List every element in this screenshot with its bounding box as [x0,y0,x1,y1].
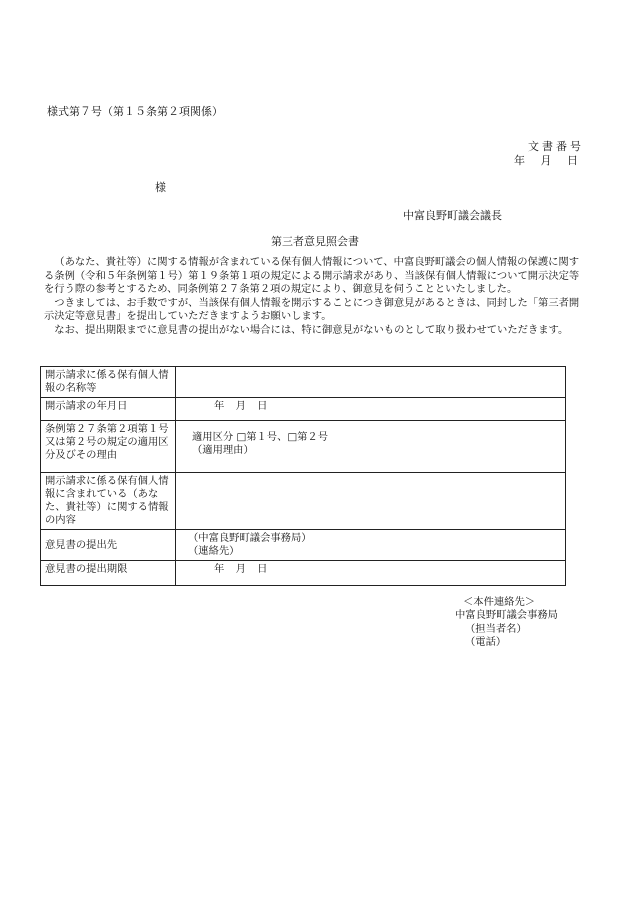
row-label: 開示請求に係る保有個人情報に含まれている（あなた、貴社等）に関する情報の内容 [41,473,176,530]
document-date-label: 年 月 日 [514,154,584,167]
row-label: 開示請求の年月日 [41,398,176,421]
form-number: 様式第７号（第１５条第２項関係） [47,105,223,118]
row-value[interactable] [176,530,566,561]
info-table [40,366,566,586]
row-value[interactable] [176,421,566,473]
contact-phone: （電話） [465,636,507,649]
row-value[interactable] [176,473,566,530]
addressee-suffix: 様 [155,181,166,194]
page-title: 第三者意見照会書 [271,235,359,248]
contact-heading: ＜本件連絡先＞ [463,596,536,608]
row-value[interactable]: 年 月 日 [176,561,566,586]
row-label: 意見書の提出期限 [41,561,176,586]
submission-contact: （連絡先） [188,545,240,557]
contact-person: （担当者名） [465,622,527,635]
row-value[interactable] [176,367,566,398]
row-label: 開示請求に係る保有個人情報の名称等 [41,367,176,398]
table-row [41,561,566,586]
table-row [41,398,566,421]
table-row [41,530,566,561]
table-row [41,473,566,530]
row-label: 条例第２７条第２項第１号又は第２号の規定の適用区分及びその理由 [41,421,176,473]
table-row [41,421,566,473]
contact-block [455,596,558,650]
body-paragraph-3: なお、提出期限までに意見書の提出がない場合には、特に御意見がないものとして取り扱わせていただきます。 [54,323,569,336]
body-paragraph-1: （あなた、貴社等）に関する情報が含まれている保有個人情報について、中富良野町議会の個人情報の保護に関する条例（令和５年条例第１号）第１９条第１項の規定による開示請求があり、当該保有個人情報について開示決定等を行う際の参考とするため、同条例第２７条第２項の規定により、御意見を伺うことといたしました。 [44,256,580,296]
letter-body [44,256,588,338]
application-reason: （適用理由） [192,444,254,456]
body-paragraph-2: つきましては、お手数ですが、当該保有個人情報を開示することにつき御意見があるときは、同封した「第三者開示決定等意見書」を提出していただきますようお願いします。 [44,296,580,323]
table-row [41,367,566,398]
row-label: 意見書の提出先 [41,530,176,561]
sender-name: 中富良野町議会議長 [403,209,502,222]
applicable-category: 適用区分 □第１号、□第２号 [192,431,328,443]
contact-office: 中富良野町議会事務局 [455,609,558,622]
document-number-label: 文書番号 [528,140,584,153]
submission-office: （中富良野町議会事務局） [188,532,312,544]
row-value[interactable]: 年 月 日 [176,398,566,421]
